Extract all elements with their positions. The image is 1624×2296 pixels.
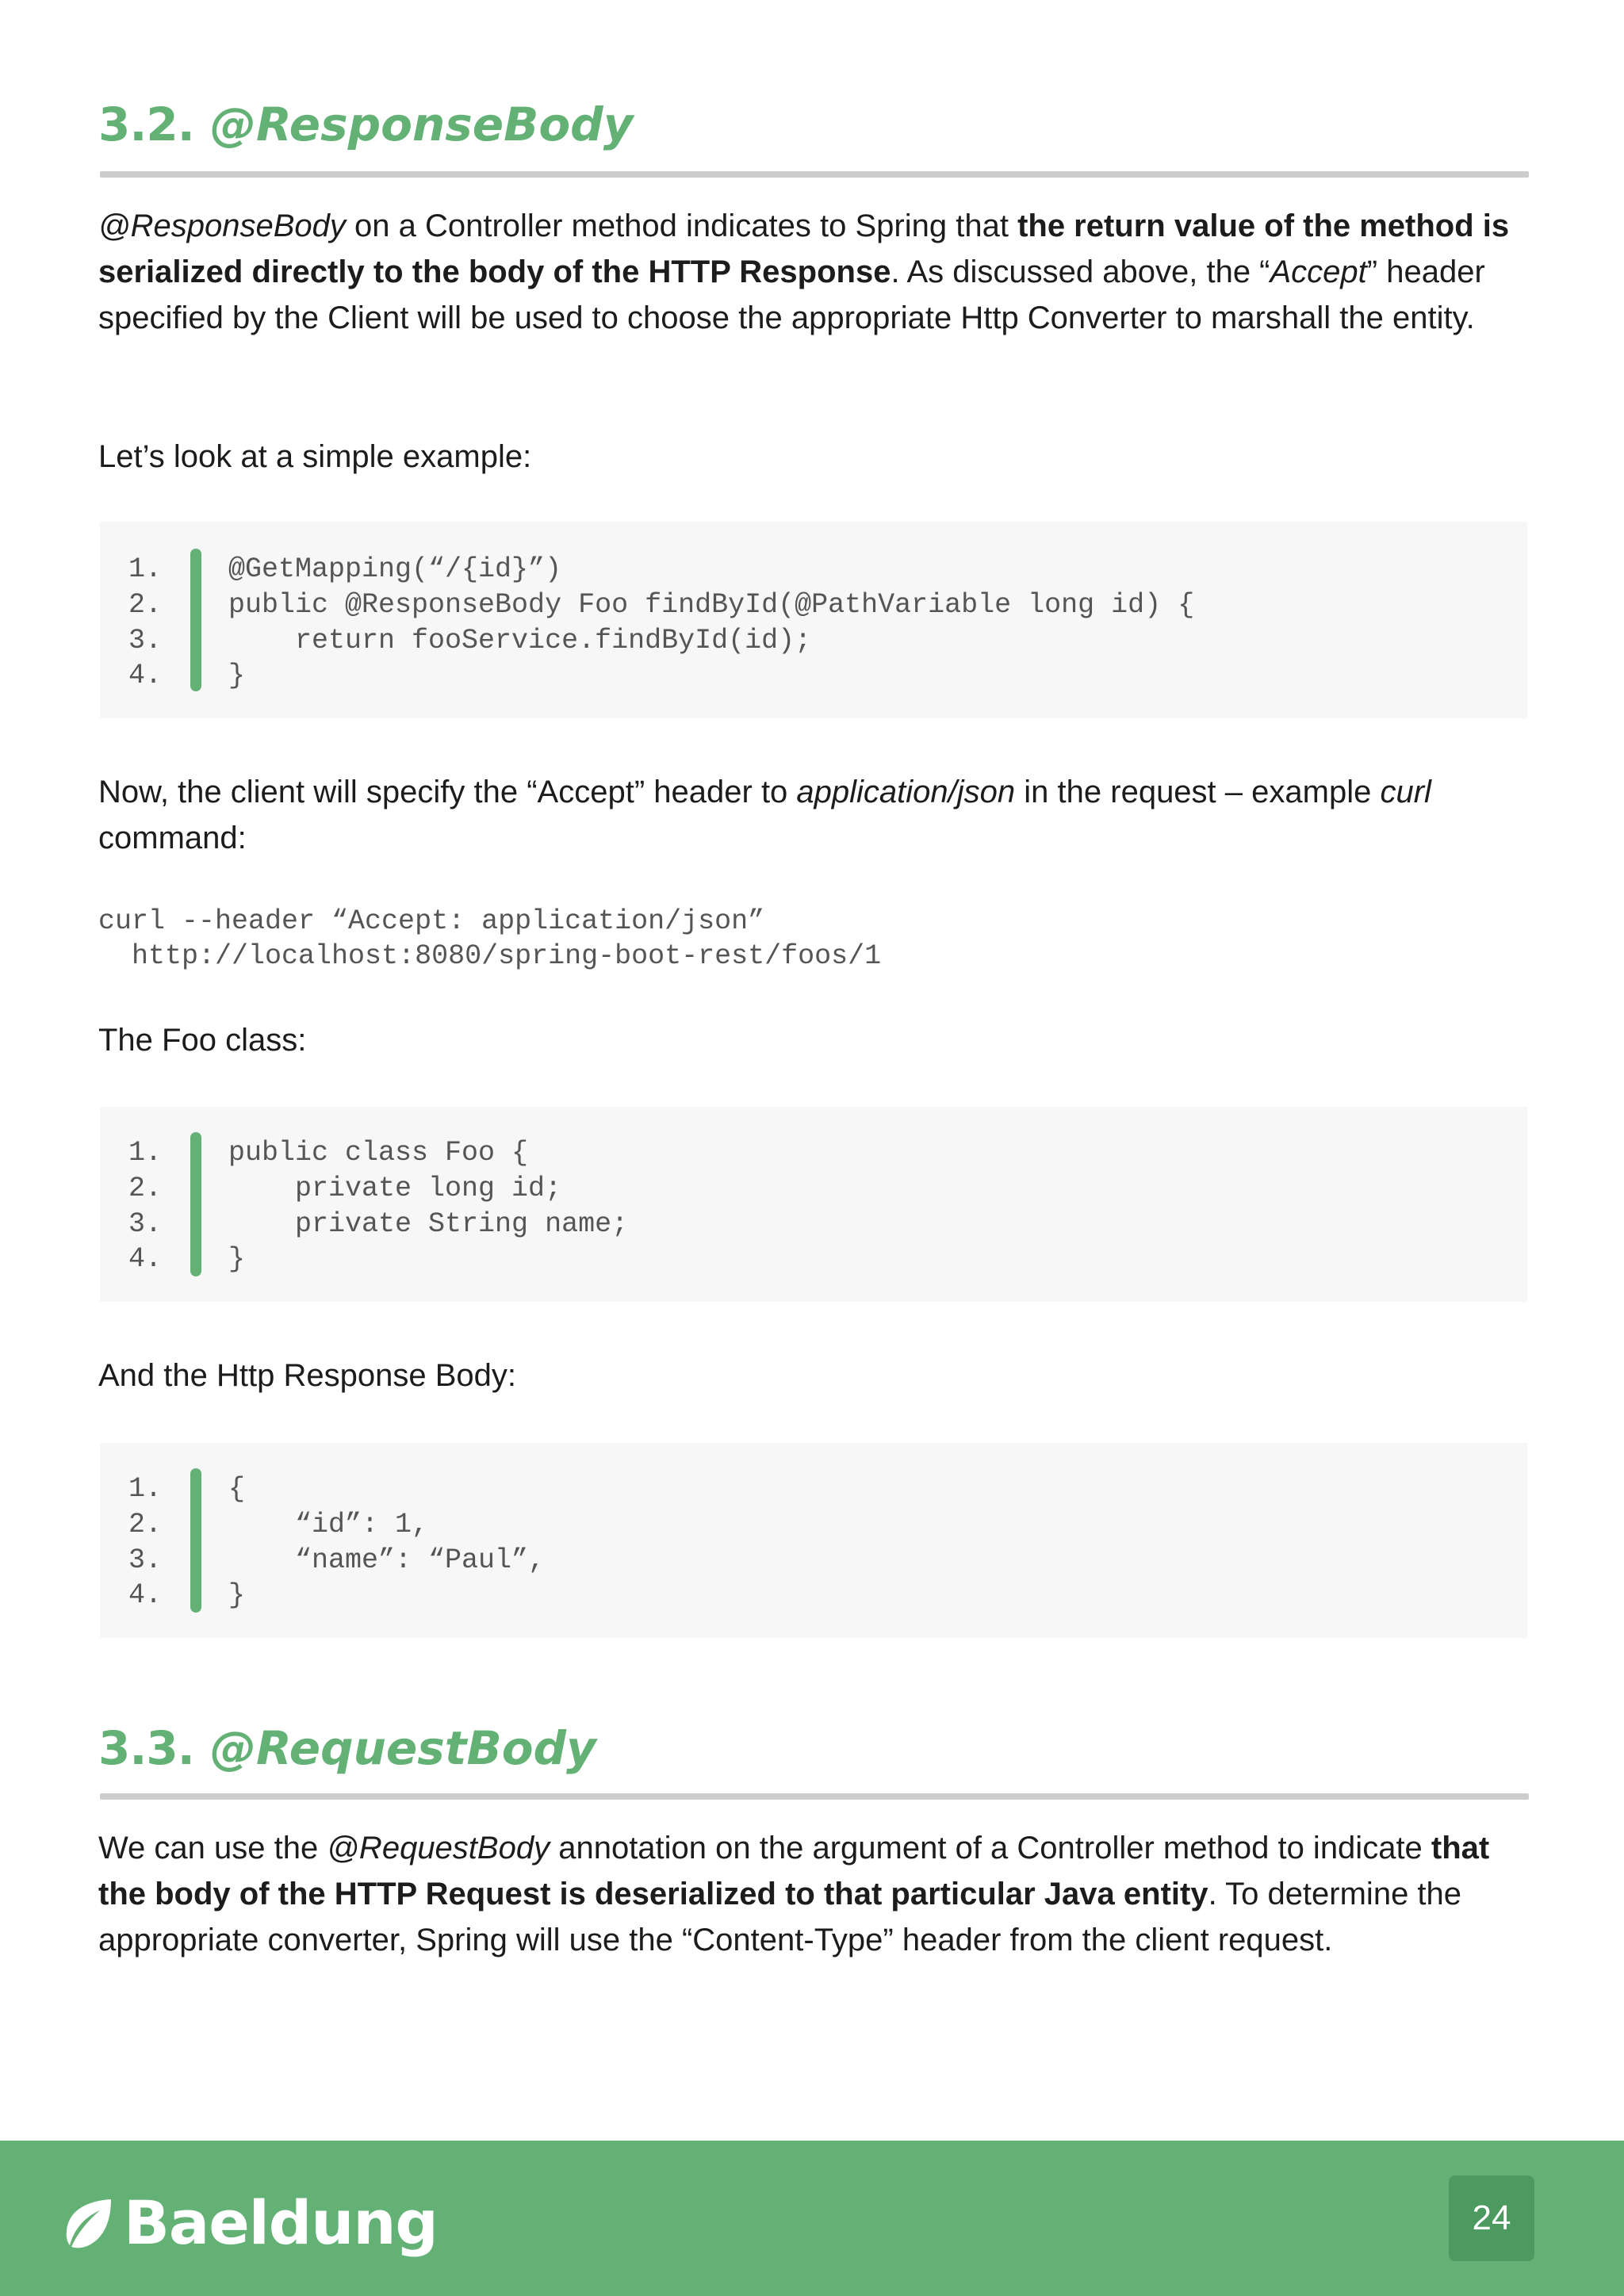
bold-text: the return value of the method is serialized directly to the body of the HTTP Response [98, 209, 1510, 289]
code-text: “id”: 1, [228, 1509, 429, 1540]
code-text: @GetMapping(“/{id}”) [228, 553, 562, 585]
text-span: in the request – example [1015, 775, 1381, 809]
text-span: annotation on the argument of a Controller method to indicate [550, 1831, 1431, 1866]
code-text: “name”: “Paul”, [228, 1544, 546, 1576]
line-number: 1. [128, 1473, 163, 1505]
section-heading-response-body [98, 98, 634, 151]
text-span: on a Controller method indicates to Spring that [345, 209, 1018, 243]
section-number: 3.3. [98, 1721, 194, 1775]
annotation-name: @RequestBody [327, 1831, 550, 1866]
code-block-accent-bar [190, 1468, 201, 1613]
leaf-icon [60, 2196, 114, 2250]
line-number: 3. [128, 625, 163, 656]
italic-text: curl [1380, 775, 1431, 809]
code-text: { [228, 1473, 246, 1505]
line-number: 2. [128, 1509, 163, 1540]
line-number: 3. [128, 1208, 163, 1240]
curl-line: curl --header “Accept: application/json” [98, 905, 765, 937]
code-text: private long id; [228, 1173, 562, 1204]
page-footer [0, 2141, 1624, 2296]
example-intro: Let’s look at a simple example: [98, 439, 532, 474]
brand-name: Baeldung [124, 2187, 438, 2258]
line-number: 4. [128, 1243, 163, 1275]
code-block-accent-bar [190, 549, 201, 691]
text-span: . To determine the appropriate converter, Spring will use the “Content-Type” header from the client request. [98, 1877, 1462, 1957]
accept-header-paragraph [98, 769, 1529, 861]
text-span: We can use the [98, 1831, 327, 1866]
code-text: public class Foo { [228, 1137, 529, 1169]
baeldung-logo [60, 2187, 438, 2258]
bold-text: that the body of the HTTP Request is deserialized to that particular Java entity [98, 1831, 1490, 1911]
text-span: ” header specified by the Client will be used to choose the appropriate Http Converter to marshall the entity. [98, 254, 1485, 335]
line-number: 3. [128, 1544, 163, 1576]
code-text: } [228, 660, 246, 691]
code-text: public @ResponseBody Foo findById(@PathVariable long id) { [228, 589, 1195, 621]
code-text: private String name; [228, 1208, 629, 1240]
text-span: command: [98, 821, 247, 855]
code-block-controller [100, 522, 1527, 718]
section-title: @RequestBody [209, 1721, 596, 1775]
section-heading-request-body [98, 1721, 596, 1775]
italic-text: Accept [1270, 254, 1367, 289]
line-number: 2. [128, 1173, 163, 1204]
foo-class-intro: The Foo class: [98, 1023, 307, 1058]
curl-command [98, 904, 881, 974]
line-number: 2. [128, 589, 163, 621]
line-number: 1. [128, 553, 163, 585]
heading-underline [100, 1793, 1529, 1800]
code-block-foo-class [100, 1107, 1527, 1302]
code-text: return fooService.findById(id); [228, 625, 812, 656]
heading-underline [100, 171, 1529, 178]
text-span: Now, the client will specify the “Accept” header to [98, 775, 797, 809]
line-number: 1. [128, 1137, 163, 1169]
line-number: 4. [128, 660, 163, 691]
italic-text: application/json [796, 775, 1016, 809]
curl-line: http://localhost:8080/spring-boot-rest/foos/1 [98, 940, 882, 972]
line-number: 4. [128, 1579, 163, 1611]
annotation-name: @ResponseBody [98, 209, 346, 243]
section-title: @ResponseBody [209, 98, 634, 151]
code-block-response-json [100, 1443, 1527, 1638]
code-text: } [228, 1243, 246, 1275]
code-text: } [228, 1579, 246, 1611]
response-body-intro-paragraph [98, 203, 1529, 341]
text-span: . As discussed above, the “ [891, 254, 1270, 289]
request-body-paragraph [98, 1825, 1529, 1963]
section-number: 3.2. [98, 98, 194, 151]
page-number: 24 [1449, 2175, 1534, 2261]
response-body-intro: And the Http Response Body: [98, 1358, 516, 1393]
code-block-accent-bar [190, 1132, 201, 1276]
